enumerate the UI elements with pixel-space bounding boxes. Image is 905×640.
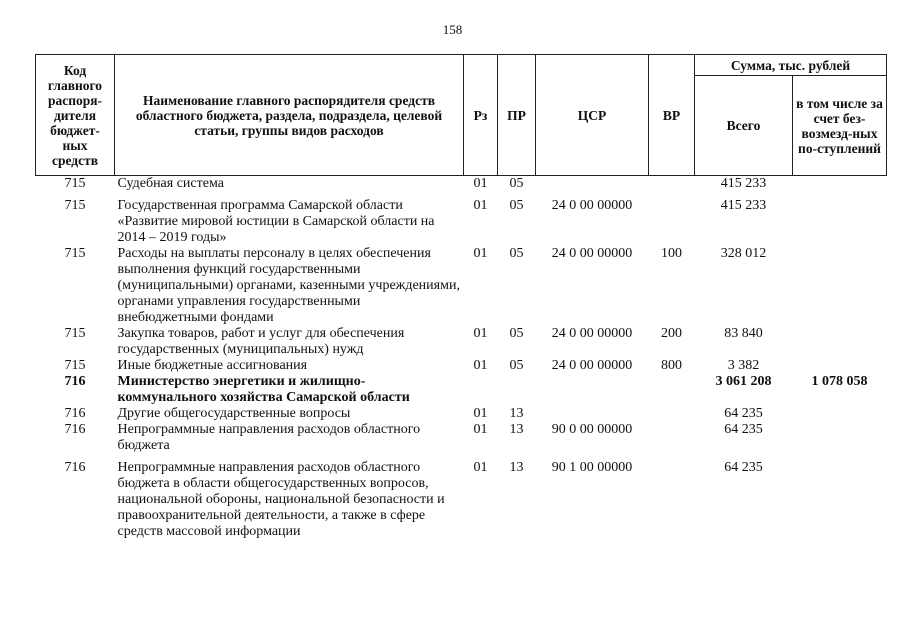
row-pr xyxy=(498,374,536,406)
header-total: Всего xyxy=(695,76,793,176)
table-row xyxy=(36,176,887,193)
row-code: 715 xyxy=(64,246,86,261)
row-pr: 05 xyxy=(509,198,524,213)
row-code: 716 xyxy=(64,422,86,437)
row-total: 64 235 xyxy=(724,406,763,421)
row-grant xyxy=(793,246,887,326)
row-csr: 24 0 00 00000 xyxy=(551,358,633,373)
header-vr: ВР xyxy=(649,55,695,176)
row-pr: 13 xyxy=(509,422,524,437)
header-pr: ПР xyxy=(498,55,536,176)
table-row xyxy=(36,406,887,422)
row-name: Министерство энергетики и жилищно-коммунального хозяйства Самарской области xyxy=(117,374,410,405)
row-total: 328 012 xyxy=(720,246,767,261)
header-csr: ЦСР xyxy=(536,55,649,176)
header-rz: Рз xyxy=(464,55,498,176)
header-name: Наименование главного распорядителя средств областного бюджета, раздела, подраздела, целевой статьи, группы видов расходов xyxy=(115,55,464,176)
row-vr xyxy=(649,454,695,540)
row-name: Судебная система xyxy=(117,176,224,191)
row-vr: 100 xyxy=(661,246,682,261)
row-grant xyxy=(793,454,887,540)
row-csr xyxy=(536,176,649,193)
row-rz: 01 xyxy=(473,358,488,373)
row-pr: 13 xyxy=(509,406,524,421)
row-grant xyxy=(793,176,887,193)
row-rz: 01 xyxy=(473,326,488,341)
table-row xyxy=(36,374,887,406)
table-row xyxy=(36,422,887,454)
row-code: 716 xyxy=(64,460,86,475)
row-rz: 01 xyxy=(473,460,488,475)
row-csr: 24 0 00 00000 xyxy=(551,246,633,261)
row-grant xyxy=(793,192,887,246)
row-name: Непрограммные направления расходов областного бюджета xyxy=(117,422,421,453)
table-header xyxy=(36,55,887,176)
row-csr: 90 0 00 00000 xyxy=(551,422,633,437)
row-rz: 01 xyxy=(473,406,488,421)
row-code: 715 xyxy=(64,358,86,373)
row-rz: 01 xyxy=(473,422,488,437)
row-grant xyxy=(793,326,887,358)
row-rz: 01 xyxy=(473,198,488,213)
page-number: 158 xyxy=(442,22,463,37)
row-code: 715 xyxy=(64,176,86,191)
table-row xyxy=(36,192,887,246)
row-pr: 05 xyxy=(509,326,524,341)
table-row xyxy=(36,326,887,358)
row-rz: 01 xyxy=(473,246,488,261)
row-vr xyxy=(649,374,695,406)
row-vr xyxy=(649,192,695,246)
row-vr xyxy=(649,176,695,193)
row-csr: 24 0 00 00000 xyxy=(551,198,633,213)
row-total: 3 061 208 xyxy=(715,374,772,389)
row-csr: 90 1 00 00000 xyxy=(551,460,633,475)
row-name: Расходы на выплаты персоналу в целях обеспечения выполнения функций государственными (муниципальными) органами, казенными учреждениями, органами управления государственными внебюджетными фондами xyxy=(117,246,460,325)
row-code: 715 xyxy=(64,198,86,213)
row-code: 715 xyxy=(64,326,86,341)
row-total: 64 235 xyxy=(724,422,763,437)
row-pr: 05 xyxy=(509,246,524,261)
table-row xyxy=(36,454,887,540)
budget-table xyxy=(35,54,887,540)
row-pr: 05 xyxy=(509,176,524,191)
row-vr: 800 xyxy=(661,358,682,373)
row-total: 415 233 xyxy=(720,176,767,191)
row-total: 64 235 xyxy=(724,460,763,475)
row-total: 83 840 xyxy=(724,326,763,341)
row-grant xyxy=(793,358,887,374)
row-name: Иные бюджетные ассигнования xyxy=(117,358,308,373)
row-vr xyxy=(649,406,695,422)
row-rz: 01 xyxy=(473,176,488,191)
row-pr: 05 xyxy=(509,358,524,373)
header-code: Код главного распоря-дителя бюджет-ных средств xyxy=(36,55,115,176)
table-body xyxy=(36,176,887,541)
row-total: 3 382 xyxy=(727,358,760,373)
table-row xyxy=(36,246,887,326)
row-grant: 1 078 058 xyxy=(811,374,868,389)
header-sum: Сумма, тыс. рублей xyxy=(695,55,887,76)
row-csr xyxy=(536,374,649,406)
row-code: 716 xyxy=(64,374,86,389)
table-row xyxy=(36,358,887,374)
row-name: Другие общегосударственные вопросы xyxy=(117,406,351,421)
row-name: Государственная программа Самарской области «Развитие мировой юстиции в Самарской области на 2014 – 2019 годы» xyxy=(117,198,435,245)
row-name: Непрограммные направления расходов областного бюджета в области общегосударственных вопросов, национальной обороны, национальной безопасности и правоохранительной деятельности, а также в сфере средств массовой информации xyxy=(117,460,445,539)
row-csr xyxy=(536,406,649,422)
row-rz xyxy=(464,374,498,406)
row-vr xyxy=(649,422,695,454)
header-grant: в том числе за счет без-возмезд-ных по-ступлений xyxy=(793,76,887,176)
row-vr: 200 xyxy=(661,326,682,341)
row-grant xyxy=(793,422,887,454)
row-total: 415 233 xyxy=(720,198,767,213)
row-code: 716 xyxy=(64,406,86,421)
row-csr: 24 0 00 00000 xyxy=(551,326,633,341)
row-name: Закупка товаров, работ и услуг для обеспечения государственных (муниципальных) нужд xyxy=(117,326,405,357)
row-pr: 13 xyxy=(509,460,524,475)
row-grant xyxy=(793,406,887,422)
